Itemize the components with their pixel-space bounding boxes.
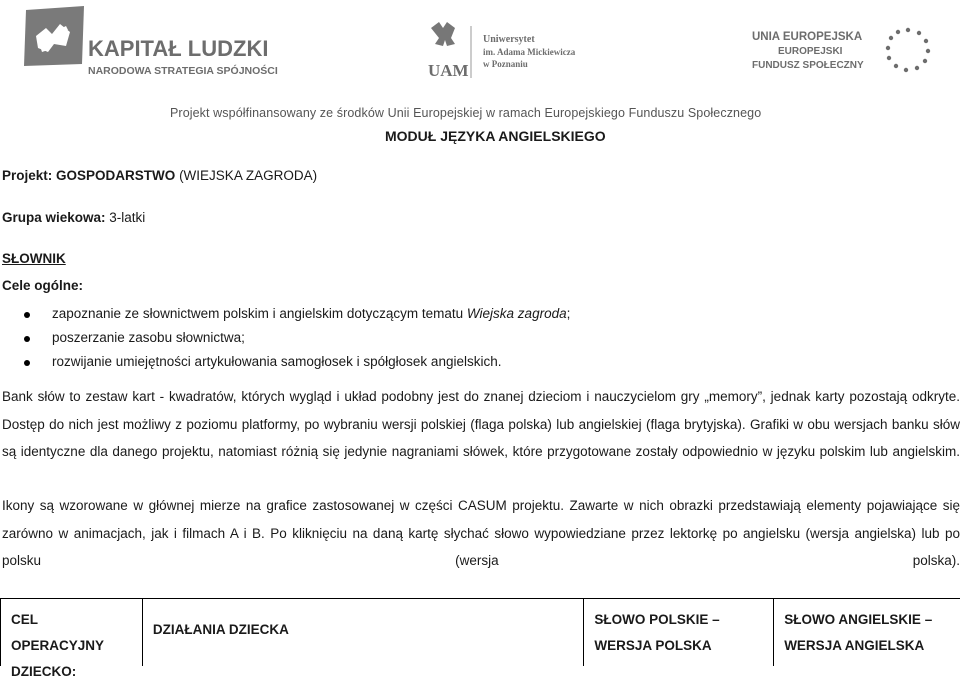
cofinancing-note: Projekt współfinansowany ze środków Unii Europejskiej w ramach Europejskiego Funduszu Społecznego xyxy=(170,106,762,120)
svg-text:FUNDUSZ SPOŁECZNY: FUNDUSZ SPOŁECZNY xyxy=(752,60,864,71)
svg-text:UAM: UAM xyxy=(428,61,469,80)
svg-text:KAPITAŁ LUDZKI: KAPITAŁ LUDZKI xyxy=(88,36,269,61)
svg-text:Uniwersytet: Uniwersytet xyxy=(483,34,535,45)
kapital-ludzki-logo xyxy=(22,6,278,96)
module-title: MODUŁ JĘZYKA ANGIELSKIEGO xyxy=(385,128,606,144)
svg-text:EUROPEJSKI: EUROPEJSKI xyxy=(778,46,843,57)
bullet-icon xyxy=(24,336,30,342)
col-header-goal: CEL OPERACYJNY DZIECKO: xyxy=(1,599,143,666)
bullet-icon xyxy=(24,360,30,366)
age-group-value: 3-latki xyxy=(109,210,146,225)
paragraph-word-bank: Bank słów to zestaw kart - kwadratów, których wygląd i układ podobny jest do znanej dzieciom i nauczycielom gry „memory”, jednak karty pozostają odkryte. Dostęp do nich jest możliwy z poziomu platformy, po wybraniu wersji polskiej (flaga polska) lub angielskiej (flaga brytyjska). Grafiki w obu wersjach banku słów są identyczne dla danego projektu, natomiast różnią się jedynie nagraniami słówek, które przygotowane zostały odpowiednio w języku polskim lub angielskim. xyxy=(2,389,960,459)
section-heading: SŁOWNIK xyxy=(2,251,66,266)
svg-text:UNIA EUROPEJSKA: UNIA EUROPEJSKA xyxy=(752,31,863,43)
goals-label: Cele ogólne: xyxy=(2,278,84,293)
project-line xyxy=(2,168,317,183)
svg-text:im. Adama Mickiewicza: im. Adama Mickiewicza xyxy=(483,47,576,57)
svg-text:w Poznaniu: w Poznaniu xyxy=(483,59,528,69)
list-item: rozwijanie umiejętności artykułowania samogłosek i spółgłosek angielskich. xyxy=(0,352,960,376)
col-header-polish-word: SŁOWO POLSKIE – WERSJA POLSKA xyxy=(584,599,774,666)
header xyxy=(0,0,960,125)
paragraph-icons: Ikony są wzorowane w głównej mierze na grafice zastosowanej w części CASUM projektu. Zawarte w nich obrazki przedstawiają elementy pojawiające się zarówno w animacjach, jak i filmach A i B. Po kliknięciu na daną kartę słychać słowo wypowiedziane przez lektorkę po angielsku (wersja angielska) lub po polsku (wersja polska). xyxy=(2,498,960,568)
eu-social-fund-logo xyxy=(748,22,948,77)
svg-text:NARODOWA STRATEGIA SPÓJNOŚCI: NARODOWA STRATEGIA SPÓJNOŚCI xyxy=(88,65,278,77)
project-label: Projekt: xyxy=(2,168,53,183)
list-item: poszerzanie zasobu słownictwa; xyxy=(0,328,960,352)
uam-logo xyxy=(425,20,615,84)
operational-goals-table xyxy=(0,598,960,679)
age-group-label: Grupa wiekowa: xyxy=(2,210,106,225)
col-header-english-word: SŁOWO ANGIELSKIE – WERSJA ANGIELSKA xyxy=(784,612,933,653)
bullet-icon xyxy=(24,312,30,318)
col-header-actions: DZIAŁANIA DZIECKA xyxy=(143,599,585,666)
project-value: GOSPODARSTWO xyxy=(56,168,176,183)
age-group-line xyxy=(2,210,145,225)
goals-list xyxy=(0,304,960,376)
list-item: zapoznanie ze słownictwem polskim i angielskim dotyczącym tematu Wiejska zagroda; xyxy=(0,304,960,328)
project-suffix: (WIEJSKA ZAGRODA) xyxy=(179,168,318,183)
